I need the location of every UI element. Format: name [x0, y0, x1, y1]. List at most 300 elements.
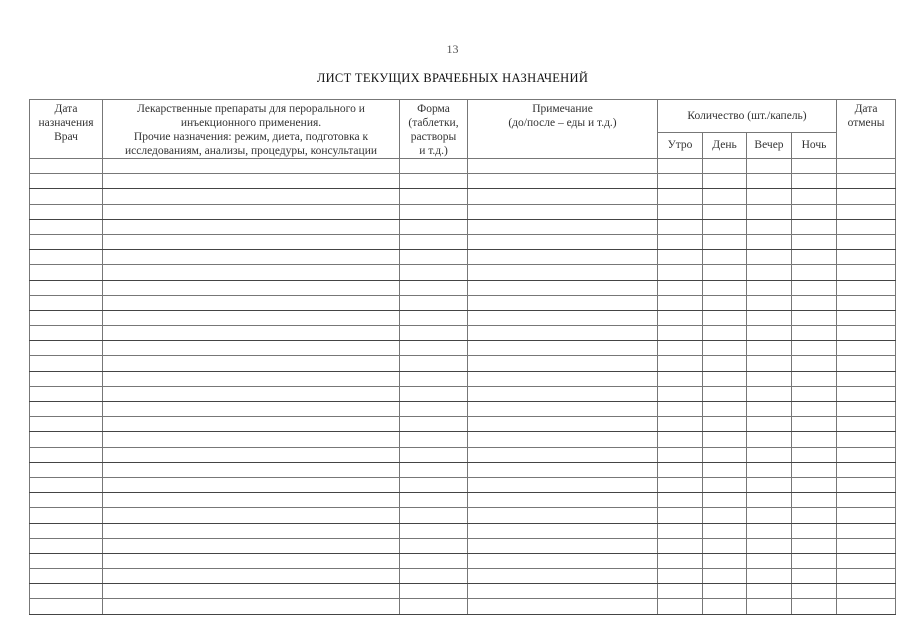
- table-cell[interactable]: [703, 477, 747, 492]
- table-cell[interactable]: [747, 569, 792, 584]
- header-date-doctor: [30, 100, 103, 159]
- table-cell[interactable]: [468, 371, 658, 386]
- table-cell[interactable]: [468, 280, 658, 295]
- table-cell[interactable]: [400, 386, 468, 401]
- table-cell[interactable]: [400, 265, 468, 280]
- table-cell[interactable]: [703, 584, 747, 599]
- table-cell[interactable]: [703, 508, 747, 523]
- table-cell[interactable]: [658, 189, 703, 204]
- table-cell[interactable]: [658, 174, 703, 189]
- table-cell[interactable]: [30, 417, 103, 432]
- table-cell[interactable]: [747, 310, 792, 325]
- table-cell[interactable]: [792, 189, 837, 204]
- table-cell[interactable]: [400, 553, 468, 568]
- table-cell[interactable]: [30, 584, 103, 599]
- header-note: [468, 100, 658, 159]
- table-cell[interactable]: [400, 341, 468, 356]
- table-cell[interactable]: [658, 326, 703, 341]
- table-cell[interactable]: [837, 219, 896, 234]
- table-row: [30, 508, 896, 523]
- table-cell[interactable]: [747, 371, 792, 386]
- table-cell[interactable]: [747, 386, 792, 401]
- table-cell[interactable]: [30, 219, 103, 234]
- table-cell[interactable]: [30, 447, 103, 462]
- table-cell[interactable]: [837, 386, 896, 401]
- table-cell[interactable]: [468, 538, 658, 553]
- table-cell[interactable]: [658, 538, 703, 553]
- table-cell[interactable]: [747, 402, 792, 417]
- table-cell[interactable]: [30, 508, 103, 523]
- table-cell[interactable]: [837, 204, 896, 219]
- table-cell[interactable]: [747, 553, 792, 568]
- table-cell[interactable]: [703, 523, 747, 538]
- table-cell[interactable]: [468, 295, 658, 310]
- table-cell[interactable]: [747, 584, 792, 599]
- table-cell[interactable]: [400, 417, 468, 432]
- table-cell[interactable]: [30, 402, 103, 417]
- table-cell[interactable]: [400, 174, 468, 189]
- page-number: 13: [446, 42, 459, 56]
- table-cell[interactable]: [747, 538, 792, 553]
- table-cell[interactable]: [837, 508, 896, 523]
- table-cell[interactable]: [468, 356, 658, 371]
- table-cell[interactable]: [103, 417, 400, 432]
- table-cell[interactable]: [103, 553, 400, 568]
- table-cell[interactable]: [837, 447, 896, 462]
- table-cell[interactable]: [747, 219, 792, 234]
- table-cell[interactable]: [468, 523, 658, 538]
- table-cell[interactable]: [837, 432, 896, 447]
- table-cell[interactable]: [658, 295, 703, 310]
- table-cell[interactable]: [30, 189, 103, 204]
- table-cell[interactable]: [792, 402, 837, 417]
- table-cell[interactable]: [103, 402, 400, 417]
- table-cell[interactable]: [468, 326, 658, 341]
- table-cell[interactable]: [703, 234, 747, 249]
- table-cell[interactable]: [400, 310, 468, 325]
- table-cell[interactable]: [468, 553, 658, 568]
- table-cell[interactable]: [703, 462, 747, 477]
- table-cell[interactable]: [747, 234, 792, 249]
- header-day: День: [703, 132, 747, 158]
- table-cell[interactable]: [400, 250, 468, 265]
- table-cell[interactable]: [103, 538, 400, 553]
- header-quantity: Количество (шт./капель): [658, 100, 837, 133]
- table-cell[interactable]: [837, 493, 896, 508]
- table-cell[interactable]: [30, 462, 103, 477]
- table-cell[interactable]: [400, 189, 468, 204]
- table-cell[interactable]: [103, 599, 400, 614]
- table-cell[interactable]: [703, 295, 747, 310]
- table-cell[interactable]: [658, 584, 703, 599]
- table-cell[interactable]: [837, 599, 896, 614]
- table-cell[interactable]: [747, 523, 792, 538]
- table-cell[interactable]: [837, 295, 896, 310]
- table-cell[interactable]: [703, 371, 747, 386]
- table-cell[interactable]: [747, 356, 792, 371]
- table-cell[interactable]: [103, 280, 400, 295]
- table-cell[interactable]: [103, 493, 400, 508]
- table-cell[interactable]: [658, 599, 703, 614]
- table-cell[interactable]: [400, 402, 468, 417]
- table-cell[interactable]: [658, 432, 703, 447]
- table-row: [30, 432, 896, 447]
- table-cell[interactable]: [103, 234, 400, 249]
- table-cell[interactable]: [468, 310, 658, 325]
- table-cell[interactable]: [837, 326, 896, 341]
- table-cell[interactable]: [30, 356, 103, 371]
- table-cell[interactable]: [703, 341, 747, 356]
- table-cell[interactable]: [837, 250, 896, 265]
- table-cell[interactable]: [658, 356, 703, 371]
- table-cell[interactable]: [703, 265, 747, 280]
- table-cell[interactable]: [792, 280, 837, 295]
- table-cell[interactable]: [400, 538, 468, 553]
- table-cell[interactable]: [400, 204, 468, 219]
- table-cell[interactable]: [792, 295, 837, 310]
- table-cell[interactable]: [703, 599, 747, 614]
- table-cell[interactable]: [400, 159, 468, 174]
- table-cell[interactable]: [103, 341, 400, 356]
- table-cell[interactable]: [400, 599, 468, 614]
- table-cell[interactable]: [468, 493, 658, 508]
- table-cell[interactable]: [747, 447, 792, 462]
- table-row: [30, 341, 896, 356]
- table-row: [30, 477, 896, 492]
- table-cell[interactable]: [468, 174, 658, 189]
- table-cell[interactable]: [837, 234, 896, 249]
- table-cell[interactable]: [792, 599, 837, 614]
- table-cell[interactable]: [468, 204, 658, 219]
- table-cell[interactable]: [658, 250, 703, 265]
- table-cell[interactable]: [792, 523, 837, 538]
- table-cell[interactable]: [703, 326, 747, 341]
- table-cell[interactable]: [658, 341, 703, 356]
- table-cell[interactable]: [747, 417, 792, 432]
- table-cell[interactable]: [792, 477, 837, 492]
- table-cell[interactable]: [837, 341, 896, 356]
- table-cell[interactable]: [658, 371, 703, 386]
- table-cell[interactable]: [468, 402, 658, 417]
- table-cell[interactable]: [837, 174, 896, 189]
- table-cell[interactable]: [837, 189, 896, 204]
- form-title: ЛИСТ ТЕКУЩИХ ВРАЧЕБНЫХ НАЗНАЧЕНИЙ: [316, 71, 589, 85]
- table-cell[interactable]: [400, 280, 468, 295]
- table-cell[interactable]: [703, 159, 747, 174]
- table-cell[interactable]: [792, 432, 837, 447]
- table-cell[interactable]: [747, 599, 792, 614]
- table-cell[interactable]: [658, 310, 703, 325]
- table-cell[interactable]: [468, 599, 658, 614]
- table-row: [30, 326, 896, 341]
- table-cell[interactable]: [747, 508, 792, 523]
- table-cell[interactable]: [400, 523, 468, 538]
- table-cell[interactable]: [103, 295, 400, 310]
- table-cell[interactable]: [658, 204, 703, 219]
- table-cell[interactable]: [30, 250, 103, 265]
- table-cell[interactable]: [792, 326, 837, 341]
- table-cell[interactable]: [747, 493, 792, 508]
- table-cell[interactable]: [703, 402, 747, 417]
- table-cell[interactable]: [837, 371, 896, 386]
- table-cell[interactable]: [103, 584, 400, 599]
- table-cell[interactable]: [468, 508, 658, 523]
- table-cell[interactable]: [103, 250, 400, 265]
- table-cell[interactable]: [103, 371, 400, 386]
- header-drugs-line-1: Лекарственные препараты для перорального и: [137, 103, 365, 115]
- table-cell[interactable]: [658, 493, 703, 508]
- table-cell[interactable]: [747, 477, 792, 492]
- table-cell[interactable]: [837, 538, 896, 553]
- table-cell[interactable]: [30, 538, 103, 553]
- table-cell[interactable]: [103, 159, 400, 174]
- table-cell[interactable]: [792, 538, 837, 553]
- table-cell[interactable]: [103, 219, 400, 234]
- table-cell[interactable]: [792, 569, 837, 584]
- table-cell[interactable]: [792, 219, 837, 234]
- table-cell[interactable]: [792, 508, 837, 523]
- table-cell[interactable]: [468, 250, 658, 265]
- table-row: [30, 371, 896, 386]
- table-cell[interactable]: [468, 584, 658, 599]
- table-cell[interactable]: [400, 219, 468, 234]
- table-cell[interactable]: [30, 265, 103, 280]
- table-cell[interactable]: [703, 493, 747, 508]
- table-row: [30, 356, 896, 371]
- table-cell[interactable]: [103, 523, 400, 538]
- table-cell[interactable]: [468, 569, 658, 584]
- table-cell[interactable]: [468, 432, 658, 447]
- table-cell[interactable]: [30, 371, 103, 386]
- table-cell[interactable]: [703, 356, 747, 371]
- table-cell[interactable]: [658, 280, 703, 295]
- table-cell[interactable]: [747, 280, 792, 295]
- table-cell[interactable]: [468, 341, 658, 356]
- table-cell[interactable]: [30, 386, 103, 401]
- table-cell[interactable]: [747, 462, 792, 477]
- table-cell[interactable]: [103, 447, 400, 462]
- table-cell[interactable]: [658, 417, 703, 432]
- table-cell[interactable]: [30, 174, 103, 189]
- table-cell[interactable]: [400, 326, 468, 341]
- table-cell[interactable]: [30, 234, 103, 249]
- table-cell[interactable]: [837, 584, 896, 599]
- table-cell[interactable]: [400, 462, 468, 477]
- table-cell[interactable]: [103, 386, 400, 401]
- table-cell[interactable]: [703, 386, 747, 401]
- table-cell[interactable]: [792, 159, 837, 174]
- table-cell[interactable]: [468, 477, 658, 492]
- table-cell[interactable]: [400, 569, 468, 584]
- table-cell[interactable]: [30, 326, 103, 341]
- table-cell[interactable]: [658, 159, 703, 174]
- table-cell[interactable]: [658, 462, 703, 477]
- table-cell[interactable]: [103, 508, 400, 523]
- table-cell[interactable]: [747, 265, 792, 280]
- table-cell[interactable]: [30, 599, 103, 614]
- table-cell[interactable]: [468, 189, 658, 204]
- table-cell[interactable]: [468, 447, 658, 462]
- table-cell[interactable]: [747, 341, 792, 356]
- table-cell[interactable]: [30, 295, 103, 310]
- table-cell[interactable]: [658, 553, 703, 568]
- table-row: [30, 234, 896, 249]
- table-cell[interactable]: [658, 569, 703, 584]
- table-cell[interactable]: [30, 569, 103, 584]
- table-cell[interactable]: [658, 447, 703, 462]
- table-cell[interactable]: [103, 569, 400, 584]
- table-cell[interactable]: [747, 174, 792, 189]
- table-cell[interactable]: [103, 204, 400, 219]
- table-cell[interactable]: [30, 280, 103, 295]
- table-cell[interactable]: [703, 310, 747, 325]
- header-assignment-line: назначения: [38, 117, 94, 129]
- table-row: [30, 402, 896, 417]
- table-cell[interactable]: [103, 174, 400, 189]
- table-cell[interactable]: [400, 508, 468, 523]
- table-cell[interactable]: [658, 265, 703, 280]
- table-row: [30, 417, 896, 432]
- table-cell[interactable]: [658, 386, 703, 401]
- table-row: [30, 295, 896, 310]
- table-cell[interactable]: [792, 341, 837, 356]
- table-cell[interactable]: [658, 402, 703, 417]
- table-cell[interactable]: [792, 584, 837, 599]
- header-form-line-1: Форма: [417, 103, 450, 115]
- table-cell[interactable]: [468, 386, 658, 401]
- table-cell[interactable]: [30, 553, 103, 568]
- table-cell[interactable]: [30, 523, 103, 538]
- table-cell[interactable]: [837, 523, 896, 538]
- table-cell[interactable]: [703, 280, 747, 295]
- table-cell[interactable]: [30, 341, 103, 356]
- table-cell[interactable]: [658, 523, 703, 538]
- table-cell[interactable]: [792, 265, 837, 280]
- header-evening: Вечер: [747, 132, 792, 158]
- table-cell[interactable]: [792, 462, 837, 477]
- table-cell[interactable]: [400, 234, 468, 249]
- table-cell[interactable]: [792, 356, 837, 371]
- table-cell[interactable]: [703, 447, 747, 462]
- table-cell[interactable]: [792, 310, 837, 325]
- table-cell[interactable]: [400, 295, 468, 310]
- header-note-line-2: (до/после – еды и т.д.): [508, 117, 617, 129]
- table-cell[interactable]: [103, 189, 400, 204]
- table-cell[interactable]: [837, 356, 896, 371]
- table-cell[interactable]: [792, 174, 837, 189]
- table-cell[interactable]: [747, 159, 792, 174]
- table-cell[interactable]: [747, 326, 792, 341]
- table-row: [30, 265, 896, 280]
- table-cell[interactable]: [468, 462, 658, 477]
- table-cell[interactable]: [30, 159, 103, 174]
- table-cell[interactable]: [837, 417, 896, 432]
- table-cell[interactable]: [837, 159, 896, 174]
- table-cell[interactable]: [103, 462, 400, 477]
- table-cell[interactable]: [703, 204, 747, 219]
- table-cell[interactable]: [837, 553, 896, 568]
- table-cell[interactable]: [792, 250, 837, 265]
- table-cell[interactable]: [703, 432, 747, 447]
- table-cell[interactable]: [837, 477, 896, 492]
- table-cell[interactable]: [703, 417, 747, 432]
- table-cell[interactable]: [30, 432, 103, 447]
- table-cell[interactable]: [30, 493, 103, 508]
- table-cell[interactable]: [468, 265, 658, 280]
- table-cell[interactable]: [30, 204, 103, 219]
- table-cell[interactable]: [747, 432, 792, 447]
- table-cell[interactable]: [400, 477, 468, 492]
- table-cell[interactable]: [792, 493, 837, 508]
- table-cell[interactable]: [747, 295, 792, 310]
- table-cell[interactable]: [747, 189, 792, 204]
- table-cell[interactable]: [703, 219, 747, 234]
- table-cell[interactable]: [703, 538, 747, 553]
- header-doctor-line: Врач: [54, 131, 78, 143]
- header-note-line-1: Примечание: [532, 103, 593, 115]
- table-cell[interactable]: [792, 204, 837, 219]
- table-cell[interactable]: [400, 371, 468, 386]
- table-cell[interactable]: [658, 508, 703, 523]
- table-cell[interactable]: [837, 569, 896, 584]
- table-cell[interactable]: [792, 386, 837, 401]
- table-cell[interactable]: [103, 432, 400, 447]
- table-cell[interactable]: [658, 234, 703, 249]
- table-cell[interactable]: [103, 265, 400, 280]
- table-cell[interactable]: [747, 250, 792, 265]
- header-form: [400, 100, 468, 159]
- table-cell[interactable]: [103, 310, 400, 325]
- table-cell[interactable]: [703, 553, 747, 568]
- table-cell[interactable]: [468, 159, 658, 174]
- table-row: [30, 159, 896, 174]
- table-cell[interactable]: [103, 477, 400, 492]
- table-cell[interactable]: [837, 280, 896, 295]
- table-cell[interactable]: [837, 462, 896, 477]
- table-cell[interactable]: [468, 417, 658, 432]
- table-cell[interactable]: [792, 371, 837, 386]
- table-cell[interactable]: [703, 250, 747, 265]
- table-cell[interactable]: [30, 477, 103, 492]
- table-cell[interactable]: [468, 219, 658, 234]
- table-cell[interactable]: [400, 584, 468, 599]
- table-cell[interactable]: [837, 265, 896, 280]
- table-cell[interactable]: [400, 432, 468, 447]
- header-form-line-2: (таблетки,: [408, 117, 459, 129]
- table-cell[interactable]: [400, 493, 468, 508]
- table-cell[interactable]: [30, 310, 103, 325]
- table-cell[interactable]: [792, 553, 837, 568]
- table-cell[interactable]: [792, 417, 837, 432]
- table-cell[interactable]: [468, 234, 658, 249]
- table-cell[interactable]: [400, 447, 468, 462]
- table-cell[interactable]: [837, 402, 896, 417]
- table-cell[interactable]: [103, 356, 400, 371]
- table-cell[interactable]: [703, 174, 747, 189]
- table-cell[interactable]: [747, 204, 792, 219]
- table-cell[interactable]: [658, 477, 703, 492]
- table-cell[interactable]: [792, 447, 837, 462]
- header-form-line-3: растворы: [410, 131, 457, 143]
- header-drugs-line-3: Прочие назначения: режим, диета, подготовка к: [133, 131, 369, 143]
- table-cell[interactable]: [400, 356, 468, 371]
- table-cell[interactable]: [703, 189, 747, 204]
- table-cell[interactable]: [792, 234, 837, 249]
- table-cell[interactable]: [837, 310, 896, 325]
- table-cell[interactable]: [703, 569, 747, 584]
- table-cell[interactable]: [658, 219, 703, 234]
- table-cell[interactable]: [103, 326, 400, 341]
